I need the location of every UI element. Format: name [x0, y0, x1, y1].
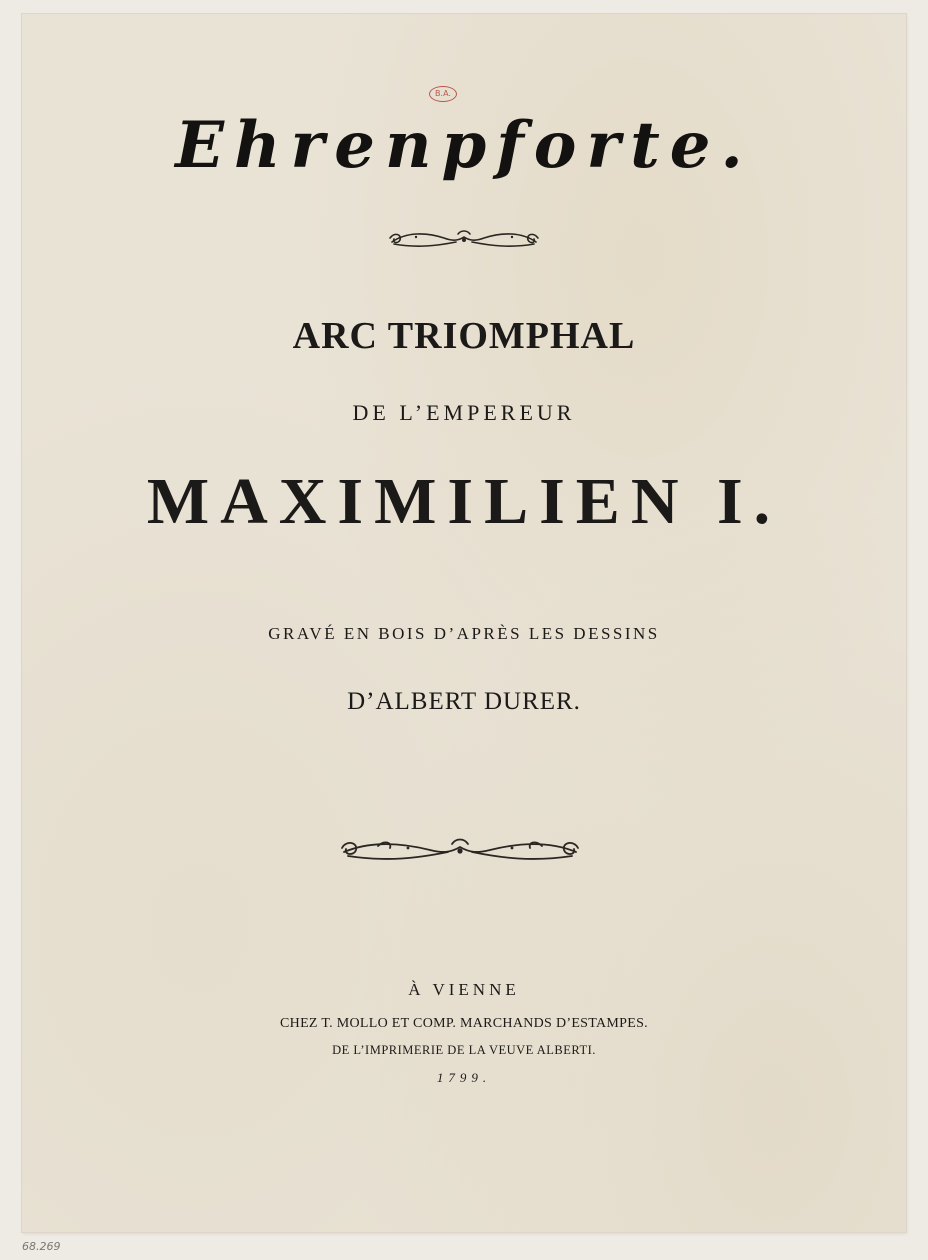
collection-stamp: B.A.: [429, 86, 457, 102]
gothic-title: Ehrenpforte.: [175, 108, 753, 183]
imprint-publisher: CHEZ T. MOLLO ET COMP. MARCHANDS D’ESTAMPES.: [280, 1016, 648, 1031]
ornament-bottom-icon: [338, 834, 582, 866]
subtitle-grave-en-bois: GRAVÉ EN BOIS D’APRÈS LES DESSINS: [268, 624, 660, 643]
title-maximilien: MAXIMILIEN I.: [146, 465, 782, 538]
ornament-top-icon: [386, 226, 542, 252]
title-de-lempereur: DE L’EMPEREUR: [352, 400, 576, 425]
title-arc-triomphal: ARC TRIOMPHAL: [292, 315, 636, 357]
imprint-place: À VIENNE: [408, 980, 520, 999]
subtitle-albert-durer: D’ALBERT DURER.: [347, 688, 581, 715]
imprint-year: 1799.: [436, 1070, 492, 1085]
imprint-printer: DE L’IMPRIMERIE DE LA VEUVE ALBERTI.: [332, 1043, 596, 1057]
catalog-number: 68.269: [22, 1240, 61, 1253]
